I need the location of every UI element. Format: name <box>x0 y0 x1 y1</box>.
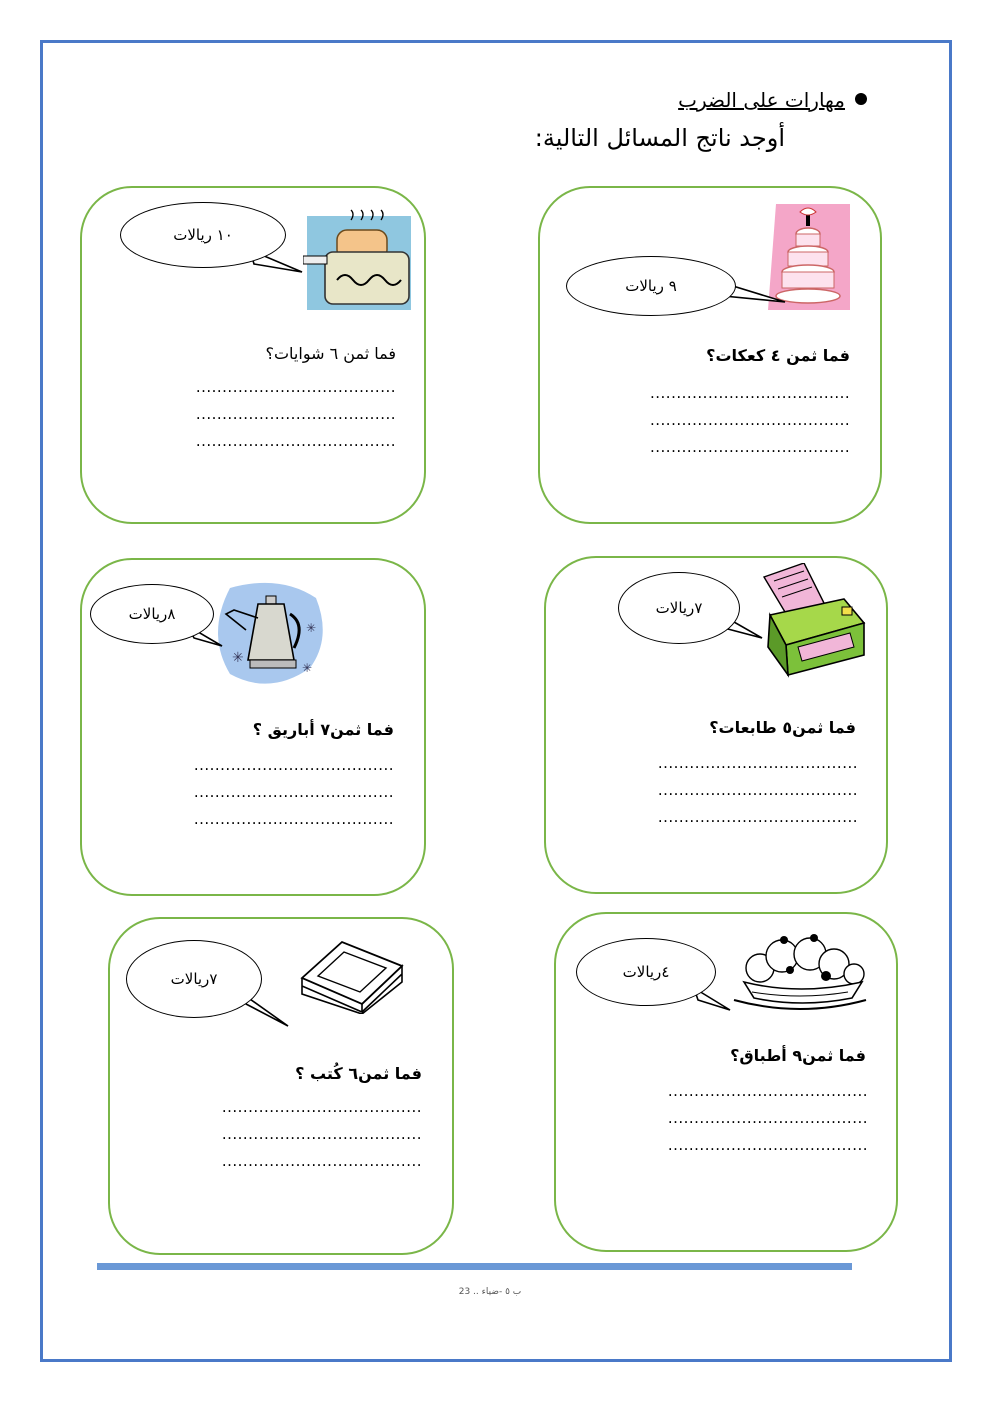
price-bubble-plates <box>576 938 716 1006</box>
answer-lines-plates[interactable] <box>616 1078 868 1159</box>
answer-lines-toasters[interactable] <box>144 374 396 455</box>
svg-text:✳: ✳ <box>232 650 244 666</box>
answer-line[interactable]: ...................................... <box>650 438 850 456</box>
answer-line[interactable]: ...................................... <box>650 384 850 402</box>
price-bubble-kettles <box>90 584 214 644</box>
footer-divider <box>97 1263 852 1270</box>
answer-line[interactable]: ...................................... <box>657 781 858 799</box>
question-printers: فما ثمن٥ طابعات؟ <box>709 718 856 737</box>
question-books: فما ثمن٦ كُتب ؟ <box>295 1064 422 1083</box>
answer-line[interactable]: ...................................... <box>195 405 396 423</box>
svg-text:✳: ✳ <box>302 661 313 675</box>
answer-line[interactable]: ...................................... <box>195 432 396 450</box>
answer-line[interactable]: ...................................... <box>650 411 850 429</box>
price-label: ٨ريالات <box>128 605 176 623</box>
dessert-plate-icon <box>730 930 870 1020</box>
price-label: ٤ريالات <box>622 963 670 981</box>
toaster-icon <box>303 208 415 314</box>
price-label: ٩ ريالات <box>625 277 677 295</box>
books-icon <box>296 938 408 1014</box>
answer-lines-books[interactable] <box>168 1094 422 1175</box>
section-title: مهارات على الضرب <box>678 88 845 112</box>
printer-icon <box>760 563 868 681</box>
answer-line[interactable]: ...................................... <box>193 756 394 774</box>
answer-lines-cakes[interactable] <box>650 380 850 461</box>
answer-line[interactable]: ...................................... <box>667 1082 868 1100</box>
question-kettles: فما ثمن٧ أباريق ؟ <box>252 720 394 739</box>
bullet-icon <box>855 93 867 105</box>
answer-line[interactable]: ...................................... <box>221 1125 422 1143</box>
price-bubble-books <box>126 940 262 1018</box>
price-bubble-printers <box>618 572 740 644</box>
question-plates: فما ثمن٩ أطباق؟ <box>730 1046 866 1065</box>
price-bubble-cakes <box>566 256 736 316</box>
answer-lines-kettles[interactable] <box>142 752 394 833</box>
price-label: ٧ريالات <box>655 599 703 617</box>
answer-line[interactable]: ...................................... <box>221 1152 422 1170</box>
answer-line[interactable]: ...................................... <box>667 1109 868 1127</box>
question-cakes: فما ثمن ٤ كعكات؟ <box>706 346 850 365</box>
answer-line[interactable]: ...................................... <box>193 810 394 828</box>
answer-line[interactable]: ...................................... <box>195 378 396 396</box>
answer-line[interactable]: ...................................... <box>667 1136 868 1154</box>
instruction-text: أوجد ناتج المسائل التالية: <box>534 124 785 152</box>
question-toasters: فما ثمن ٦ شوايات؟ <box>265 344 396 363</box>
price-bubble-toasters <box>120 202 286 268</box>
answer-line[interactable]: ...................................... <box>657 808 858 826</box>
answer-lines-printers[interactable] <box>606 750 858 831</box>
answer-line[interactable]: ...................................... <box>221 1098 422 1116</box>
answer-line[interactable]: ...................................... <box>193 783 394 801</box>
svg-text:✳: ✳ <box>306 621 317 635</box>
price-label: ١٠ ريالات <box>173 226 233 244</box>
price-label: ٧ريالات <box>170 970 218 988</box>
answer-line[interactable]: ...................................... <box>657 754 858 772</box>
page-footer: ب ٥ -ضياء .. 23 <box>458 1287 522 1297</box>
